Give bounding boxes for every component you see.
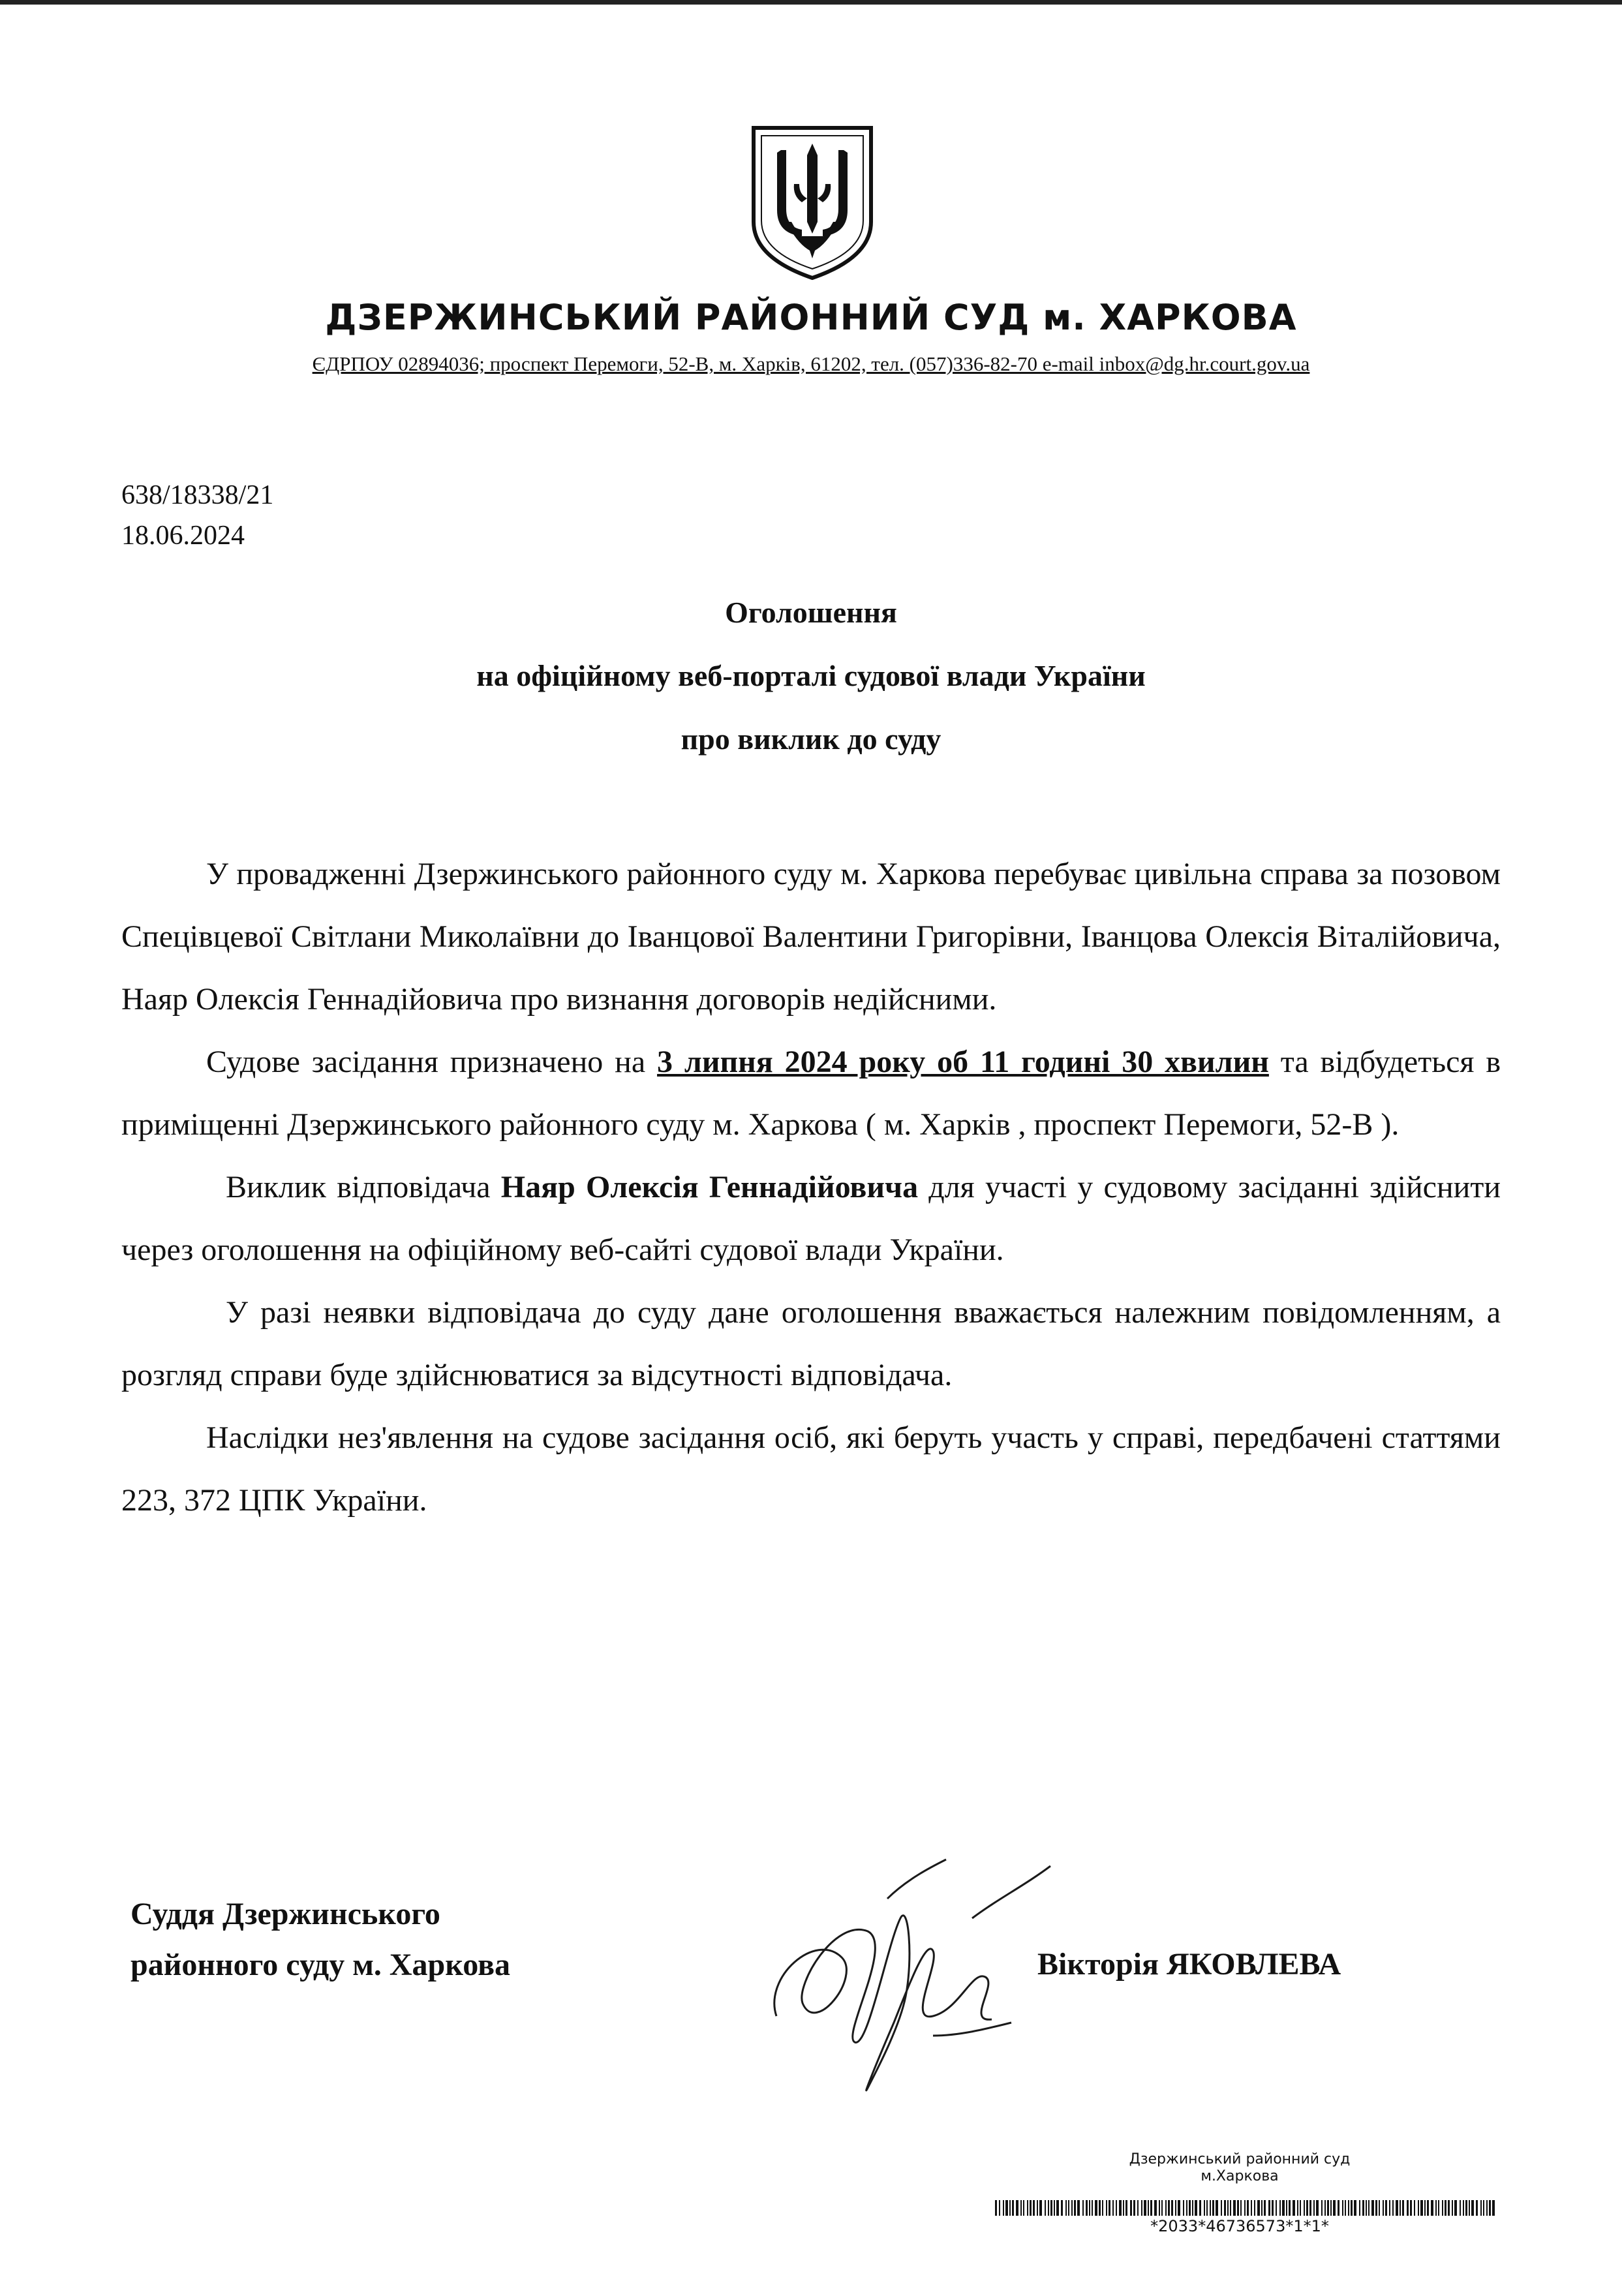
summons-text-after: для участі у судовому засіданні здійснити через оголошення на офіційному веб-сайті судової влади України. — [121, 1170, 1501, 1267]
barcode-bar — [1454, 2200, 1457, 2216]
barcode-bar — [1471, 2200, 1474, 2216]
barcode-bar — [1077, 2200, 1080, 2216]
barcode-bar — [1230, 2200, 1231, 2216]
barcode-bar — [1216, 2200, 1218, 2216]
barcode-bar — [1424, 2200, 1426, 2216]
barcode-bar — [1141, 2200, 1142, 2216]
barcode-bar — [1233, 2200, 1236, 2216]
barcode-bar — [1448, 2200, 1450, 2216]
barcode-caption-line-2: м.Харкова — [1201, 2168, 1279, 2184]
title-line-1: Оголошення — [725, 596, 897, 629]
barcode-bar — [1368, 2200, 1370, 2216]
barcode-bar — [1045, 2200, 1046, 2216]
document-date: 18.06.2024 — [121, 521, 245, 551]
barcode-bar — [1089, 2200, 1090, 2216]
barcode-bar — [1279, 2200, 1281, 2216]
barcode-bar — [1268, 2200, 1270, 2216]
barcode-bar — [1054, 2200, 1055, 2216]
barcode-bar — [1061, 2200, 1063, 2216]
barcode-bar — [1016, 2200, 1018, 2216]
barcode — [995, 2200, 1501, 2216]
barcode-bar — [1039, 2200, 1042, 2216]
barcode-bar — [1327, 2200, 1329, 2216]
barcode-bar — [1359, 2200, 1360, 2216]
barcode-bar — [1012, 2200, 1014, 2216]
judge-position-line-2: районного суду м. Харкова — [130, 1948, 510, 1982]
barcode-bar — [1247, 2200, 1249, 2216]
barcode-bar — [1204, 2200, 1205, 2216]
barcode-bar — [1286, 2200, 1287, 2216]
barcode-bar — [1009, 2200, 1011, 2216]
barcode-bar — [1293, 2200, 1295, 2216]
barcode-bar — [1227, 2200, 1229, 2216]
barcode-bar — [1264, 2200, 1266, 2216]
barcode-bar — [1431, 2200, 1433, 2216]
barcode-bar — [1148, 2200, 1149, 2216]
barcode-bar — [1261, 2200, 1262, 2216]
barcode-bar — [1465, 2200, 1467, 2216]
defendant-name: Наяр Олексія Геннадійовича — [500, 1170, 919, 1204]
barcode-bar — [1116, 2200, 1117, 2216]
barcode-bar — [1276, 2200, 1277, 2216]
barcode-bar — [1289, 2200, 1291, 2216]
barcode-bar — [1150, 2200, 1152, 2216]
barcode-caption-line-1: Дзержинський районний суд — [1129, 2151, 1351, 2167]
barcode-bar — [1099, 2200, 1101, 2216]
barcode-bar — [1123, 2200, 1124, 2216]
barcode-bar — [1206, 2200, 1208, 2216]
barcode-bar — [1492, 2200, 1495, 2216]
barcode-bar — [1251, 2200, 1252, 2216]
barcode-bar — [1445, 2200, 1446, 2216]
top-edge-line — [0, 0, 1622, 5]
barcode-bar — [1345, 2200, 1346, 2216]
barcode-bar — [1159, 2200, 1160, 2216]
paragraph-summons — [121, 1156, 1501, 1281]
barcode-bar — [1192, 2200, 1193, 2216]
barcode-bar — [1338, 2200, 1339, 2216]
barcode-bar — [1438, 2200, 1439, 2216]
barcode-bar — [1272, 2200, 1274, 2216]
barcode-bar — [1210, 2200, 1211, 2216]
barcode-bar — [1186, 2200, 1187, 2216]
barcode-bar — [1095, 2200, 1097, 2216]
barcode-bar — [1383, 2200, 1384, 2216]
barcode-bar — [1304, 2200, 1305, 2216]
barcode-bar — [1161, 2200, 1163, 2216]
barcode-bar — [1300, 2200, 1301, 2216]
barcode-bar — [1175, 2200, 1176, 2216]
barcode-bar — [1195, 2200, 1197, 2216]
barcode-bar — [1224, 2200, 1226, 2216]
barcode-bar — [1171, 2200, 1173, 2216]
barcode-bar — [1435, 2200, 1437, 2216]
barcode-bar — [1316, 2200, 1319, 2216]
barcode-bar — [1030, 2200, 1032, 2216]
barcode-bar — [1020, 2200, 1022, 2216]
barcode-bar — [1102, 2200, 1103, 2216]
barcode-bar — [1306, 2200, 1308, 2216]
barcode-bar — [1221, 2200, 1222, 2216]
barcode-bar — [1460, 2200, 1461, 2216]
barcode-bar — [1410, 2200, 1412, 2216]
barcode-bar — [1178, 2200, 1180, 2216]
document-title — [0, 581, 1622, 771]
barcode-bar — [1065, 2200, 1067, 2216]
barcode-bar — [1112, 2200, 1114, 2216]
barcode-bar — [1199, 2200, 1201, 2216]
barcode-bar — [1375, 2200, 1377, 2216]
barcode-bar — [1048, 2200, 1049, 2216]
title-line-2: на офіційному веб-порталі судової влади України — [476, 659, 1146, 692]
barcode-bar — [1407, 2200, 1409, 2216]
barcode-bar — [1092, 2200, 1093, 2216]
barcode-bar — [1005, 2200, 1008, 2216]
barcode-bar — [1154, 2200, 1157, 2216]
judge-position — [130, 1889, 510, 1991]
barcode-bar — [1418, 2200, 1419, 2216]
paragraph-hearing-date — [121, 1031, 1501, 1156]
barcode-bar — [1321, 2200, 1323, 2216]
barcode-bar — [1396, 2200, 1398, 2216]
paragraph-non-appearance: У разі неявки відповідача до суду дане оголошення вважається належним повідомленням, а розгляд справи буде здійснюватися за відсутності відповідача. — [121, 1295, 1501, 1392]
barcode-bar — [1074, 2200, 1076, 2216]
barcode-bar — [1463, 2200, 1464, 2216]
barcode-bar — [1389, 2200, 1390, 2216]
barcode-bar — [1392, 2200, 1394, 2216]
barcode-bar — [1050, 2200, 1052, 2216]
title-line-3: про виклик до суду — [681, 722, 941, 756]
barcode-bar — [1189, 2200, 1191, 2216]
barcode-bar — [1240, 2200, 1242, 2216]
barcode-bar — [1362, 2200, 1364, 2216]
registration-block — [121, 475, 273, 556]
barcode-number: *2033*46736573*1*1* — [1150, 2217, 1329, 2235]
barcode-bar — [1282, 2200, 1285, 2216]
barcode-bar — [1037, 2200, 1038, 2216]
barcode-bar — [1333, 2200, 1336, 2216]
paragraph-case-description: У провадженні Дзержинського районного суду м. Харкова перебуває цивільна справа за позовом Спецівцевої Світлани Миколаївни до Іванцової Валентини Григорівни, Іванцова Олексія Віталійовича, Наяр Олексія Геннадійовича про визнання договорів недійсними. — [121, 857, 1501, 1017]
barcode-bar — [1313, 2200, 1315, 2216]
barcode-bar — [1402, 2200, 1404, 2216]
barcode-bar — [1056, 2200, 1059, 2216]
barcode-bar — [1354, 2200, 1356, 2216]
barcode-bar — [1348, 2200, 1349, 2216]
barcode-bar — [1342, 2200, 1343, 2216]
barcode-bar — [1442, 2200, 1443, 2216]
barcode-bar — [1489, 2200, 1491, 2216]
barcode-bar — [1109, 2200, 1110, 2216]
barcode-bar — [1420, 2200, 1423, 2216]
court-name: ДЗЕРЖИНСЬКИЙ РАЙОННИЙ СУД м. ХАРКОВА — [325, 297, 1297, 338]
barcode-bar — [1033, 2200, 1035, 2216]
barcode-bar — [1297, 2200, 1298, 2216]
barcode-bar — [1071, 2200, 1073, 2216]
barcode-caption — [1109, 2151, 1370, 2185]
barcode-bar — [995, 2200, 997, 2216]
judge-name: Вікторія ЯКОВЛЕВА — [1037, 1947, 1341, 1982]
announcement-body — [121, 843, 1501, 1532]
barcode-bar — [1476, 2200, 1478, 2216]
hearing-datetime: 3 липня 2024 року об 11 годині 30 хвилин — [657, 1045, 1269, 1079]
barcode-bar — [999, 2200, 1000, 2216]
hearing-text-before: Судове засідання призначено на — [206, 1045, 658, 1079]
barcode-bar — [1385, 2200, 1387, 2216]
barcode-bar — [1082, 2200, 1084, 2216]
handwritten-signature — [737, 1840, 1077, 2114]
barcode-bar — [1027, 2200, 1028, 2216]
barcode-bar — [1212, 2200, 1214, 2216]
barcode-bar — [1106, 2200, 1107, 2216]
barcode-bar — [1165, 2200, 1167, 2216]
barcode-bar — [1144, 2200, 1146, 2216]
barcode-bar — [1414, 2200, 1415, 2216]
barcode-bar — [1351, 2200, 1353, 2216]
court-requisites: ЄДРПОУ 02894036; проспект Перемоги, 52-В, м. Харків, 61202, тел. (057)336-82-70 e-mail inbox@dg.hr.court.gov.ua — [312, 352, 1310, 375]
trident-coat-of-arms-icon — [747, 124, 878, 281]
barcode-bar — [1371, 2200, 1374, 2216]
barcode-bar — [1480, 2200, 1482, 2216]
barcode-bar — [1003, 2200, 1004, 2216]
barcode-bar — [1183, 2200, 1184, 2216]
barcode-bar — [1068, 2200, 1069, 2216]
barcode-bar — [1086, 2200, 1088, 2216]
barcode-bar — [1168, 2200, 1170, 2216]
barcode-bar — [1379, 2200, 1380, 2216]
barcode-bar — [1400, 2200, 1401, 2216]
paragraph-consequences: Наслідки нез'явлення на судове засідання осіб, які беруть участь у справі, передбачені статтями 223, 372 ЦПК України. — [121, 1420, 1501, 1518]
hearing-text-after: та відбудеться в приміщенні Дзержинського районного суду м. Харкова ( м. Харків , проспект Перемоги, 52-В ). — [121, 1045, 1501, 1142]
barcode-bar — [1119, 2200, 1122, 2216]
summons-text-before: Виклик відповідача — [226, 1170, 501, 1204]
judge-position-line-1: Суддя Дзержинського — [130, 1897, 440, 1931]
barcode-bar — [1130, 2200, 1132, 2216]
barcode-bar — [1483, 2200, 1484, 2216]
barcode-bar — [1125, 2200, 1127, 2216]
barcode-bar — [1023, 2200, 1024, 2216]
barcode-bar — [1452, 2200, 1453, 2216]
barcode-bar — [1324, 2200, 1326, 2216]
barcode-bar — [1244, 2200, 1246, 2216]
barcode-bar — [1257, 2200, 1260, 2216]
barcode-bar — [1469, 2200, 1470, 2216]
case-number: 638/18338/21 — [121, 480, 274, 510]
barcode-bar — [1309, 2200, 1311, 2216]
barcode-bar — [1330, 2200, 1332, 2216]
barcode-bar — [1366, 2200, 1367, 2216]
barcode-bar — [1137, 2200, 1139, 2216]
barcode-bar — [1427, 2200, 1429, 2216]
barcode-bar — [1133, 2200, 1135, 2216]
barcode-bar — [1486, 2200, 1488, 2216]
barcode-bar — [1254, 2200, 1255, 2216]
barcode-bar — [1237, 2200, 1239, 2216]
